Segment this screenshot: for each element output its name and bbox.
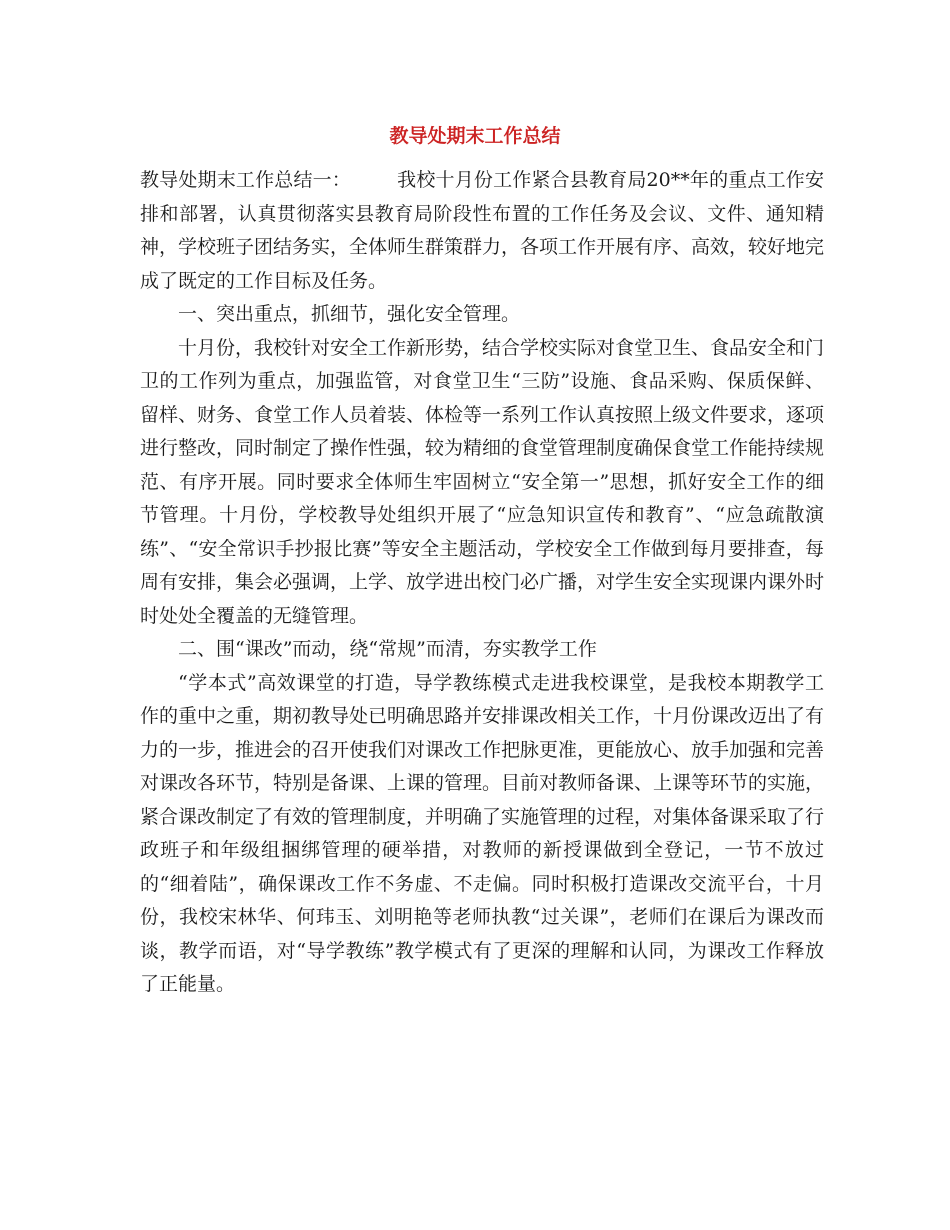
paragraph-intro — [140, 164, 824, 298]
paragraph-reform: “学本式”高效课堂的打造，导学教练模式走进我校课堂，是我校本期教学工作的重中之重，期初教导处已明确思路并安排课改相关工作，十月份课改迈出了有力的一步，推进会的召开使我们对课改工作把脉更准，更能放心、放手加强和完善对课改各环节，特别是备课、上课的管理。目前对教师备课、上课等环节的实施，紧合课改制定了有效的管理制度，并明确了实施管理的过程，对集体备课采取了行政班子和年级组捆绑管理的硬举措，对教师的新授课做到全登记，一节不放过的“细着陆”，确保课改工作不务虚、不走偏。同时积极打造课改交流平台，十月份，我校宋林华、何玮玉、刘明艳等老师执教“过关课”，老师们在课后为课改而谈，教学而语，对“导学教练”教学模式有了更深的理解和认同，为课改工作释放了正能量。 — [140, 671, 825, 995]
paragraph-safety: 十月份，我校针对安全工作新形势，结合学校实际对食堂卫生、食品安全和门卫的工作列为重点，加强监管，对食堂卫生“三防”设施、食品采购、保质保鲜、留样、财务、食堂工作人员着装、体检等一系列工作认真按照上级文件要求，逐项进行整改，同时制定了操作性强，较为精细的食堂管理制度确保食堂工作能持续规范、有序开展。同时要求全体师生牢固树立“安全第一”思想，抓好安全工作的细节管理。十月份，学校教导处组织开展了“应急知识宣传和教育”、“应急疏散演练”、“安全常识手抄报比赛”等安全主题活动，学校安全工作做到每月要排查，每周有安排，集会必强调，上学、放学进出校门必广播，对学生安全实现课内课外时时处处全覆盖的无缝管理。 — [140, 336, 825, 627]
document-title: 教导处期末工作总结 — [389, 125, 561, 147]
intro-label: 教导处期末工作总结一： — [140, 169, 351, 191]
document-body — [140, 164, 824, 1002]
intro-text: 我校十月份工作紧合县教育局20**年的重点工作安排和部署，认真贯彻落实县教育局阶段性布置的工作任务及会议、文件、通知精神，学校班子团结务实，全体师生群策群力，各项工作开展有序、高效，较好地完成了既定的工作目标及任务。 — [140, 169, 825, 292]
section-heading-reform: 二、围“课改”而动，绕“常规”而清，夯实教学工作 — [178, 638, 597, 660]
section-heading-safety: 一、突出重点，抓细节，强化安全管理。 — [178, 303, 521, 325]
